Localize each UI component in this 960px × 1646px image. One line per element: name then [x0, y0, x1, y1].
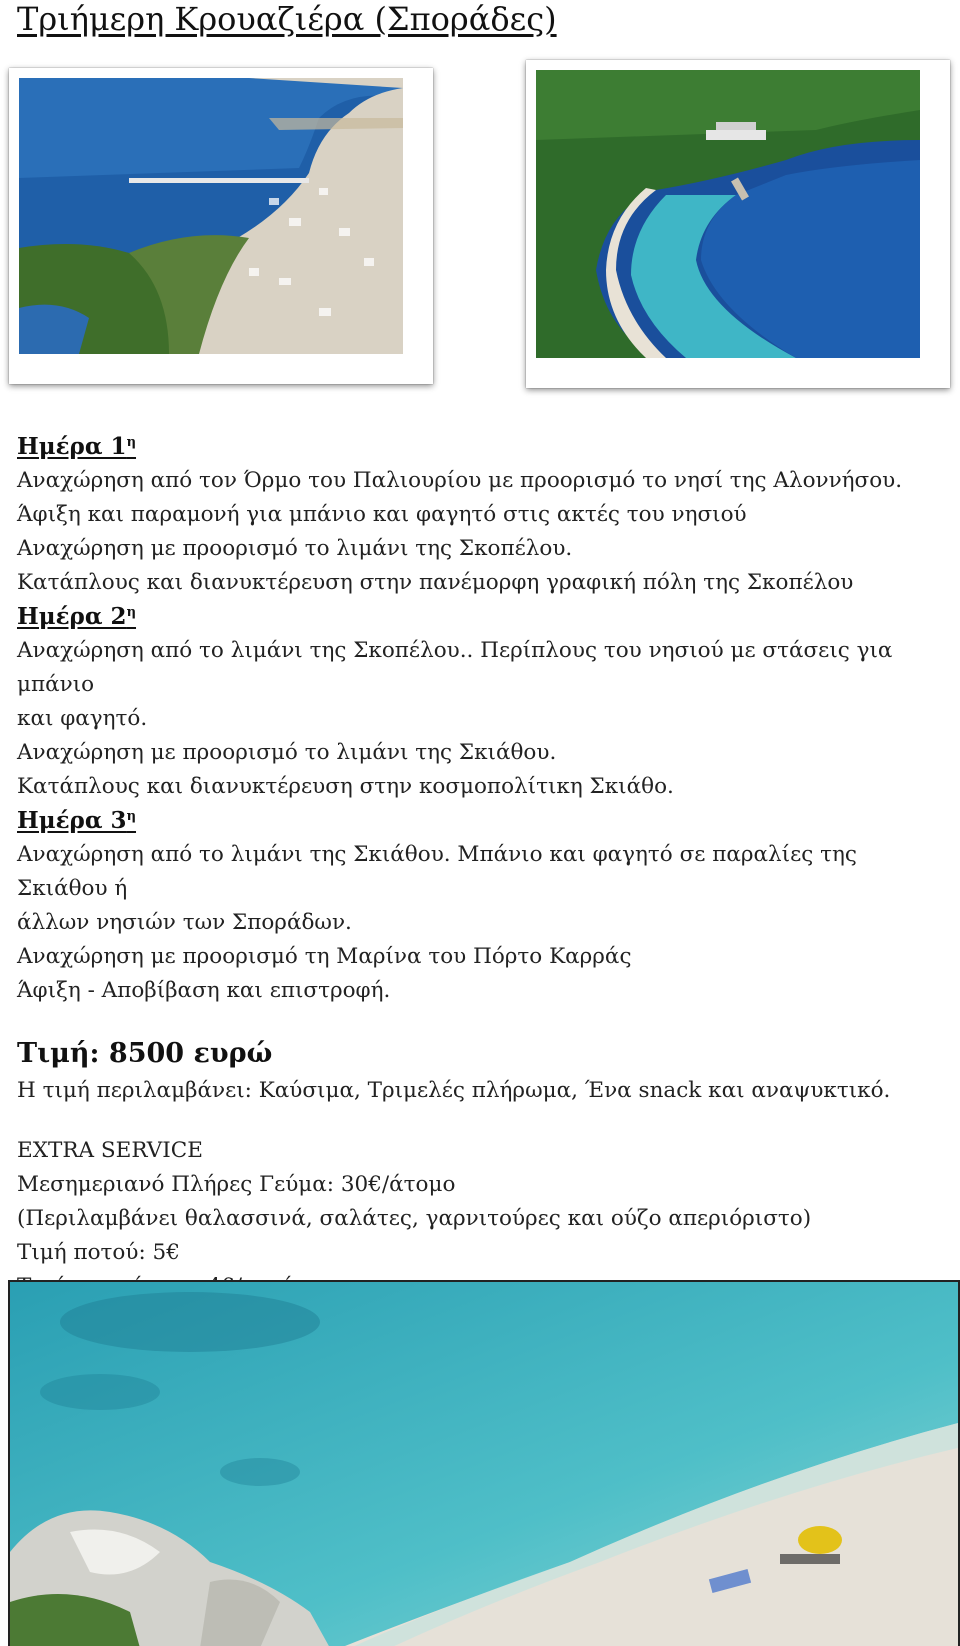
day-2-heading: [17, 600, 947, 634]
price-title: Τιμή: 8500 ευρώ: [17, 1038, 273, 1069]
extra-line-2: (Περιλαμβάνει θαλασσινά, σαλάτες, γαρνιτούρες και ούζο απεριόριστο): [17, 1206, 812, 1231]
day-1-heading-suffix: η: [126, 435, 137, 450]
price-section: [17, 1034, 947, 1108]
day-3-line-2: άλλων νησιών των Σποράδων.: [17, 910, 352, 935]
harbor-town-image: [19, 78, 403, 354]
day-1: [17, 430, 947, 600]
bay-beach-photo: [526, 60, 950, 388]
day-3-heading-text: Ημέρα 3: [17, 807, 127, 834]
extra-service-section: [17, 1134, 947, 1304]
extra-service-heading: EXTRA SERVICE: [17, 1138, 203, 1163]
day-2-heading-suffix: η: [126, 605, 137, 620]
day-1-line-1: Αναχώρηση από τον Όρμο του Παλιουρίου με προορισμό το νησί της Αλοννήσου.: [17, 468, 903, 493]
day-1-line-2: Άφιξη και παραμονή για μπάνιο και φαγητό στις ακτές του νησιού: [17, 502, 747, 527]
day-2: [17, 600, 947, 804]
day-1-heading: [17, 430, 947, 464]
page-title: Τριήμερη Κρουαζιέρα (Σποράδες): [17, 0, 557, 38]
itinerary: [17, 430, 947, 1304]
day-2-line-4: Κατάπλους και διανυκτέρευση στην κοσμοπολίτικη Σκιάθο.: [17, 774, 674, 799]
beach-image: [10, 1282, 960, 1646]
day-3-line-4: Άφιξη - Αποβίβαση και επιστροφή.: [17, 978, 391, 1003]
day-3-line-1: Αναχώρηση από το λιμάνι της Σκιάθου. Μπάνιο και φαγητό σε παραλίες της Σκιάθου ή: [17, 842, 857, 901]
day-2-line-2: και φαγητό.: [17, 706, 148, 731]
extra-line-3: Τιμή ποτού: 5€: [17, 1240, 180, 1265]
day-3-heading: [17, 804, 947, 838]
day-2-line-3: Αναχώρηση με προορισμό το λιμάνι της Σκιάθου.: [17, 740, 557, 765]
beach-photo: [8, 1280, 960, 1646]
extra-line-1: Μεσημεριανό Πλήρες Γεύμα: 30€/άτομο: [17, 1172, 456, 1197]
price-includes: Η τιμή περιλαμβάνει: Καύσιμα, Τριμελές πλήρωμα, Ένα snack και αναψυκτικό.: [17, 1078, 891, 1103]
day-1-line-3: Αναχώρηση με προορισμό το λιμάνι της Σκοπέλου.: [17, 536, 573, 561]
bay-beach-image: [536, 70, 920, 358]
day-3-heading-suffix: η: [126, 809, 137, 824]
day-1-line-4: Κατάπλους και διανυκτέρευση στην πανέμορφη γραφική πόλη της Σκοπέλου: [17, 570, 854, 595]
day-3-line-3: Αναχώρηση με προορισμό τη Μαρίνα του Πόρτο Καρράς: [17, 944, 632, 969]
harbor-town-photo: [9, 68, 433, 384]
day-3: [17, 804, 947, 1008]
day-1-heading-text: Ημέρα 1: [17, 433, 127, 460]
day-2-line-1: Αναχώρηση από το λιμάνι της Σκοπέλου.. Περίπλους του νησιού με στάσεις για μπάνιο: [17, 638, 893, 697]
day-2-heading-text: Ημέρα 2: [17, 603, 127, 630]
